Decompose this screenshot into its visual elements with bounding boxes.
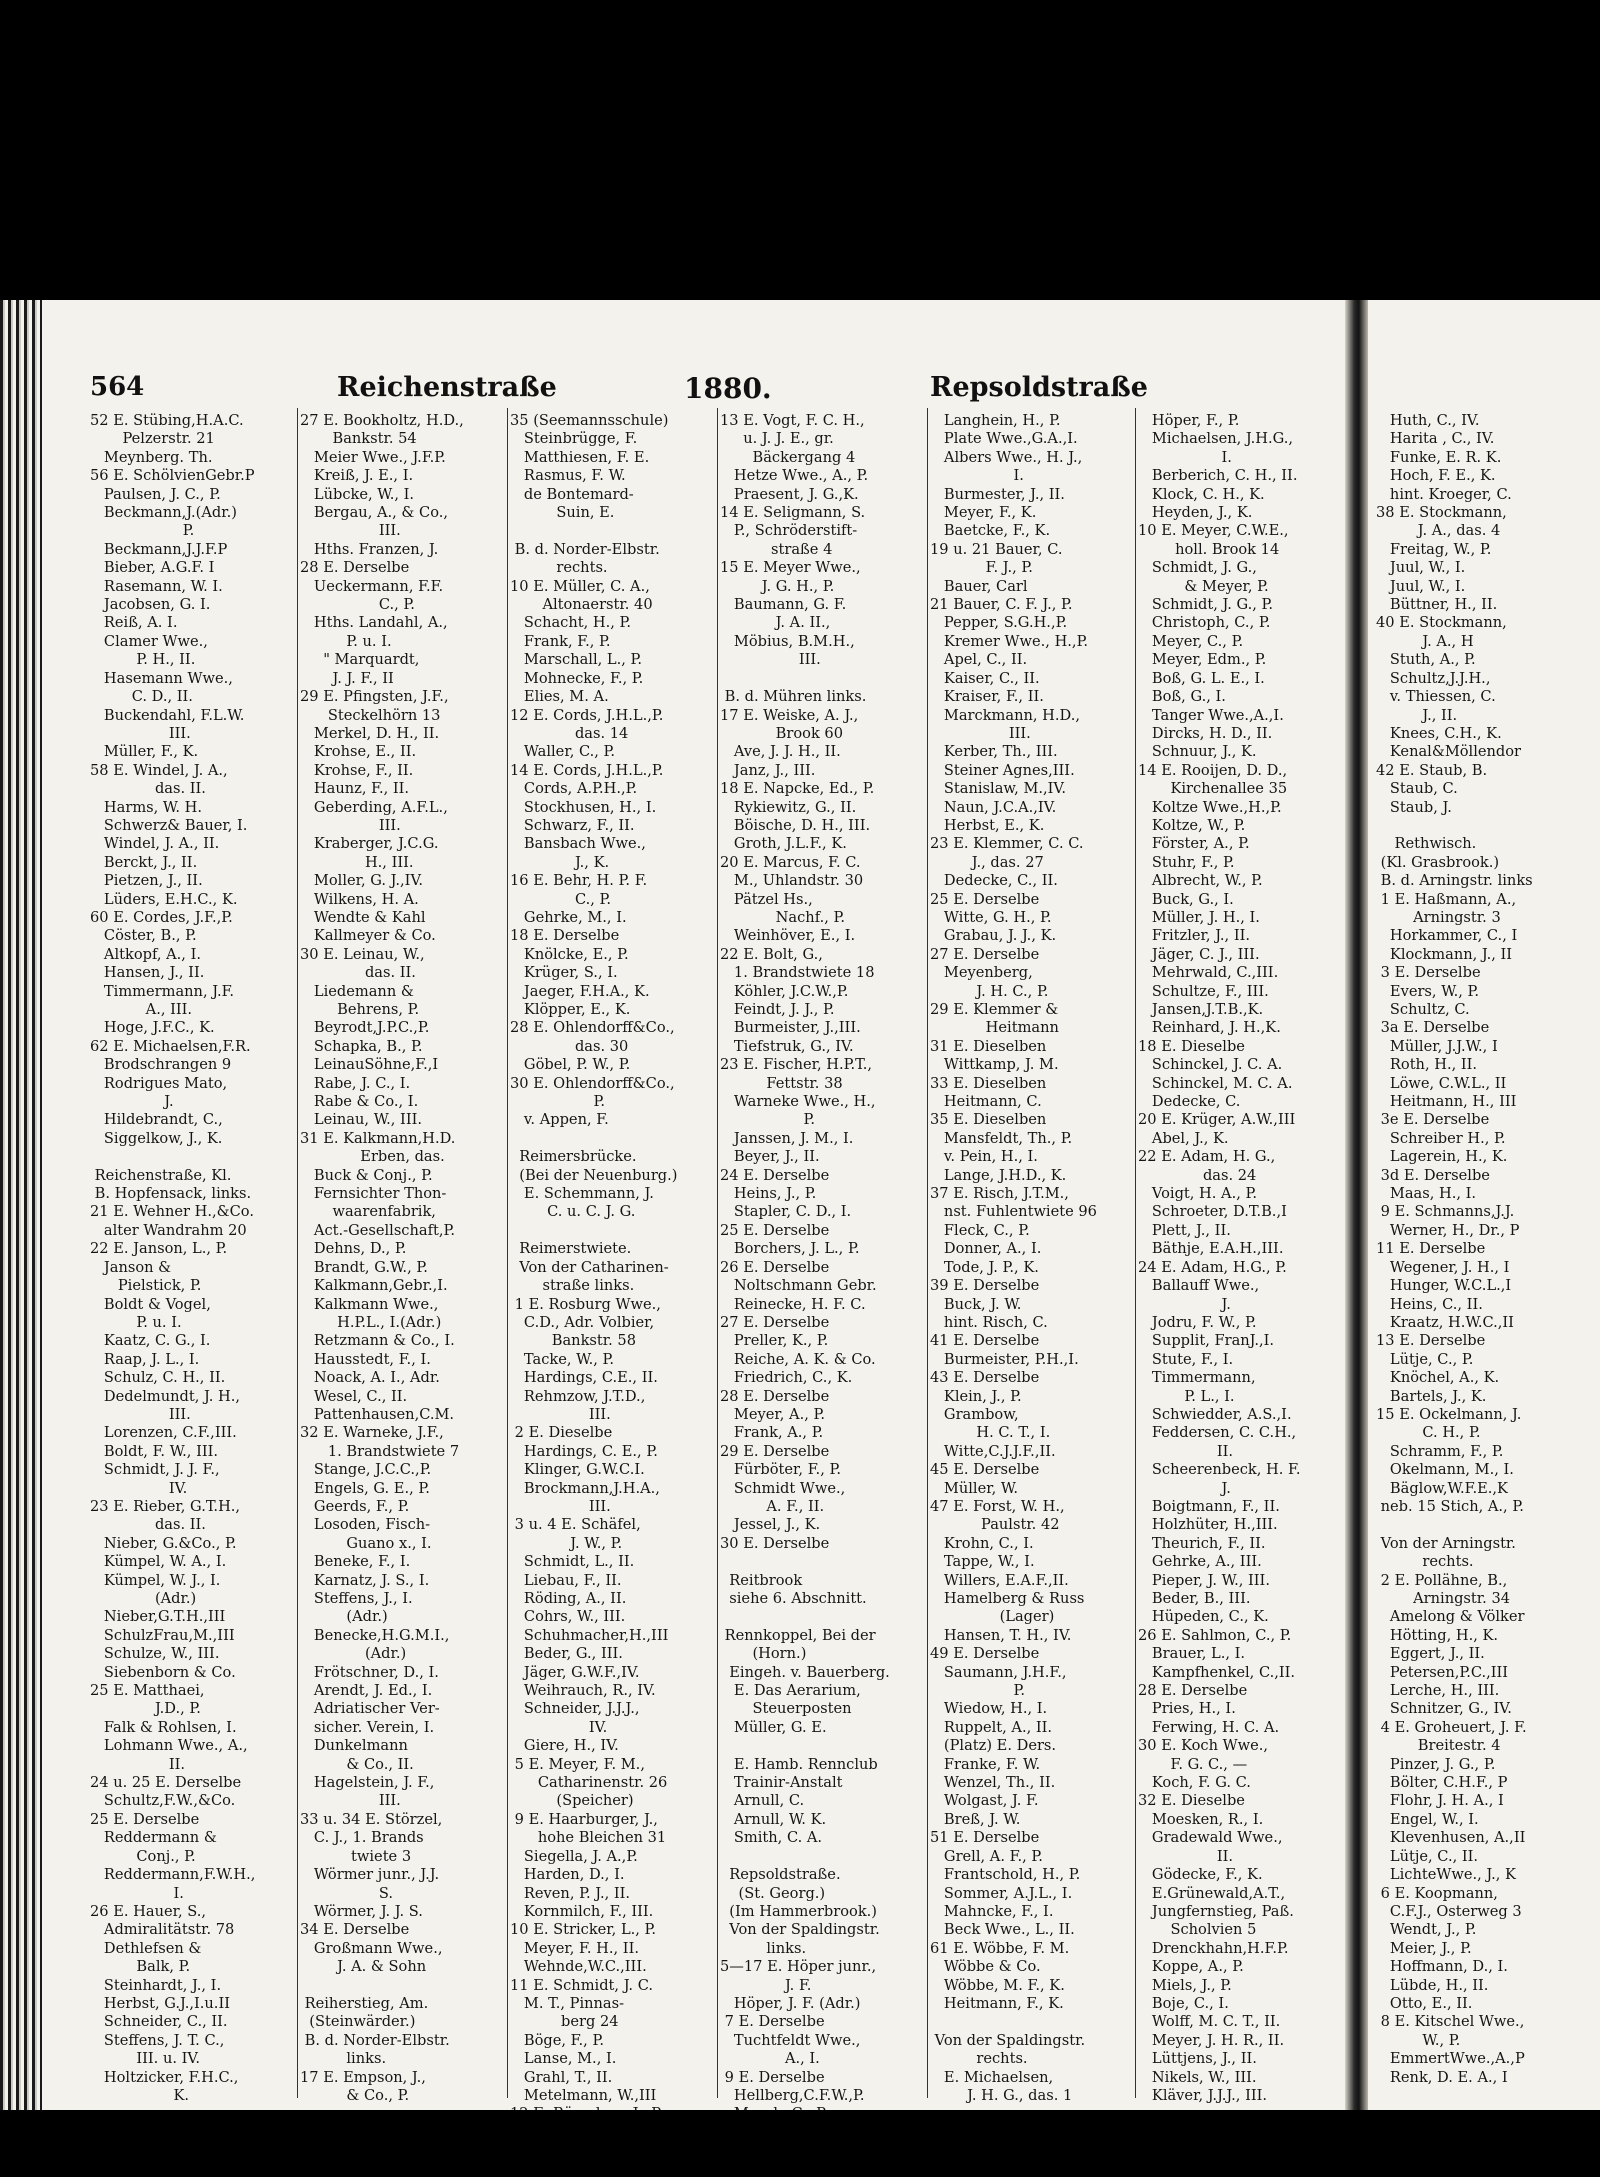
column-6: Höper, F., P. Michaelsen, J.H.G., I. Berberich, C. H., II. Klock, C. H., K. Heyden, J., K. 10 E. Meyer, C.W.E., holl. Brook 14 Schmidt, J. G., & Meyer, P. Schmidt, J. G., P. Christoph, C., P. Meyer, C., P. Meyer, Edm., P. Boß, G. L. E., I. Boß, G., I. Tanger Wwe.,A.,I. Dircks, H. D., II. Schnuur, J., K. 14 E. Rooijen, D. D., Kirchenallee 35 Koltze Wwe.,H.,P. Koltze, W., P. Förster, A., P. Stuhr, F., P. Albrecht, W., P. Buck, G., I. Müller, J. H., I. Fritzler, J., II. Jäger, C. J., III. Mehrwald, C.,III. Schultze, F., III. Jansen,J.T.B.,K. Reinhard, J. H.,K. 18 E. Dieselbe Schinckel, J. C. A. Schinckel, M. C. A. Dedecke, C. 20 E. Krüger, A.W.,III Abel, J., K. 22 E. Adam, H. G., das. 24 Voigt, H. A., P. Schroeter, D.T.B.,I Plett, J., II. Bäthje, E.A.H.,III. 24 E. Adam, H.G., P. Ballauff Wwe., J. Jodru, F. W., P. Supplit, FranJ.,I. Stute, F., I. Timmermann, P. L., I. Schwiedder, A.S.,I. Feddersen, C. C.H., II. Scheerenbeck, H. F. J. Boigtmann, F., II. Holzhüter, H.,III. Theurich, F., II. Gehrke, A., III. Pieper, J. W., III. Beder, B., III. Hüpeden, C., K. 26 E. Sahlmon, C., P. Brauer, L., I. Kampfhenkel, C.,II. 28 E. Derselbe Pries, H., I. Ferwing, H. C. A. 30 E. Koch Wwe., F. G. C., — Koch, F. G. C. 32 E. Dieselbe Moesken, R., I. Gradewald Wwe., II. Gödecke, F., K. E.Grünewald,A.T., Jungfernstieg, Paß. Scholvien 5 Drenckhahn,H.F.P. Koppe, A., P. Miels, J., P. Boje, C., I. Wolff, M. C. T., II. Meyer, J. H. R., II. Lüttjens, J., II. Nikels, W., III. Kläver, J.J.J., III.	[1138, 412, 1301, 2104]
column-rule	[507, 408, 508, 2098]
column-5: Langhein, H., P. Plate Wwe.,G.A.,I. Albers Wwe., H. J., I. Burmester, J., II. Meyer, F., K. Baetcke, F., K. 19 u. 21 Bauer, C. F. J., P. Bauer, Carl 21 Bauer, C. F. J., P. Pepper, S.G.H.,P. Kremer Wwe., H.,P. Apel, C., II. Kaiser, C., II. Kraiser, F., II. Marckmann, H.D., III. Kerber, Th., III. Steiner Agnes,III. Stanislaw, M.,IV. Naun, J.C.A.,IV. Herbst, E., K. 23 E. Klemmer, C. C. J., das. 27 Dedecke, C., II. 25 E. Derselbe Witte, G. H., P. Grabau, J. J., K. 27 E. Derselbe Meyenberg, J. H. C., P. 29 E. Klemmer & Heitmann 31 E. Dieselben Wittkamp, J. M. 33 E. Dieselben Heitmann, C. 35 E. Dieselben Mansfeldt, Th., P. v. Pein, H., I. Lange, J.H.D., K. 37 E. Risch, J.T.M., nst. Fuhlentwiete 96 Fleck, C., P. Donner, A., I. Tode, J. P., K. 39 E. Derselbe Buck, J. W. hint. Risch, C. 41 E. Derselbe Burmeister, P.H.,I. 43 E. Derselbe Klein, J., P. Grambow, H. C. T., I. Witte,C.J.J.F.,II. 45 E. Derselbe Müller, W. 47 E. Forst, W. H., Paulstr. 42 Krohn, C., I. Tappe, W., I. Willers, E.A.F.,II. Hamelberg & Russ (Lager) Hansen, T. H., IV. 49 E. Derselbe Saumann, J.H.F., P. Wiedow, H., I. Ruppelt, A., II. (Platz) E. Ders. Franke, F. W. Wenzel, Th., II. Wolgast, J. F. Breß, J. W. 51 E. Derselbe Grell, A. F., P. Frantschold, H., P. Sommer, A.J.L., I. Mahncke, F., I. Beck Wwe., L., II. 61 E. Wöbbe, F. M. Wöbbe & Co. Wöbbe, M. F., K. Heitmann, F., K. Von der Spaldingstr. rechts. E. Michaelsen, J. H. G., das. 1	[930, 412, 1097, 2104]
column-2: 27 E. Bookholtz, H.D., Bankstr. 54 Meier Wwe., J.F.P. Kreiß, J. E., I. Lübcke, W., I. Bergau, A., & Co., III. Hths. Franzen, J. 28 E. Derselbe Ueckermann, F.F. C., P. Hths. Landahl, A., P. u. I. " Marquardt, J. J. F., II 29 E. Pfingsten, J.F., Steckelhörn 13 Merkel, D. H., II. Krohse, E., II. Krohse, F., II. Haunz, F., II. Geberding, A.F.L., III. Kraberger, J.C.G. H., III. Moller, G. J.,IV. Wilkens, H. A. Wendte & Kahl Kallmeyer & Co. 30 E. Leinau, W., das. II. Liedemann & Behrens, P. Beyrodt,J.P.C.,P. Schapka, B., P. LeinauSöhne,F.,I Rabe, J. C., I. Rabe & Co., I. Leinau, W., III. 31 E. Kalkmann,H.D. Erben, das. Buck & Conj., P. Fernsichter Thon- waarenfabrik, Act.-Gesellschaft,P. Dehns, D., P. Brandt, G.W., P. Kalkmann,Gebr.,I. Kalkmann Wwe., H.P.L., I.(Adr.) Retzmann & Co., I. Hausstedt, F., I. Noack, A. I., Adr. Wesel, C., II. Pattenhausen,C.M. 32 E. Warneke, J.F., 1. Brandstwiete 7 Stange, J.C.C.,P. Engels, G. E., P. Geerds, F., P. Losoden, Fisch- Guano x., I. Beneke, F., I. Karnatz, J. S., I. Steffens, J., I. (Adr.) Benecke,H.G.M.I., (Adr.) Frötschner, D., I. Arendt, J. Ed., I. Adriatischer Ver- sicher. Verein, I. Dunkelmann & Co., II. Hagelstein, J. F., III. 33 u. 34 E. Störzel, C. J., 1. Brands twiete 3 Wörmer junr., J.J. S. Wörmer, J. J. S. 34 E. Derselbe Großmann Wwe., J. A. & Sohn Reiherstieg, Am. (Steinwärder.) B. d. Norder-Elbstr. links. 17 E. Empson, J., & Co., P.	[300, 412, 464, 2104]
year-title: 1880.	[684, 372, 772, 405]
column-rule	[1135, 408, 1136, 2098]
page-header	[42, 372, 1148, 406]
column-rule	[927, 408, 928, 2098]
column-4: 13 E. Vogt, F. C. H., u. J. J. E., gr. Bäckergang 4 Hetze Wwe., A., P. Praesent, J. G.,K. 14 E. Seligmann, S. P., Schröderstift- straße 4 15 E. Meyer Wwe., J. G. H., P. Baumann, G. F. J. A. II., Möbius, B.M.H., III. B. d. Mühren links. 17 E. Weiske, A. J., Brook 60 Ave, J. J. H., II. Janz, J., III. 18 E. Napcke, Ed., P. Rykiewitz, G., II. Böische, D. H., III. Groth, J.L.F., K. 20 E. Marcus, F. C. M., Uhlandstr. 30 Pätzel Hs., Nachf., P. Weinhöver, E., I. 22 E. Bolt, G., 1. Brandstwiete 18 Köhler, J.C.W.,P. Feindt, J. J., P. Burmeister, J.,III. Tiefstruk, G., IV. 23 E. Fischer, H.P.T., Fettstr. 38 Warneke Wwe., H., P. Janssen, J. M., I. Beyer, J., II. 24 E. Derselbe Heins, J., P. Stapler, C. D., I. 25 E. Derselbe Borchers, J. L., P. 26 E. Derselbe Noltschmann Gebr. Reinecke, H. F. C. 27 E. Derselbe Preller, K., P. Reiche, A. K. & Co. Friedrich, C., K. 28 E. Derselbe Meyer, A., P. Frank, A., P. 29 E. Derselbe Fürböter, F., P. Schmidt Wwe., A. F., II. Jessel, J., K. 30 E. Derselbe Reitbrook siehe 6. Abschnitt. Rennkoppel, Bei der (Horn.) Eingeh. v. Bauerberg. E. Das Aerarium, Steuerposten Müller, G. E. E. Hamb. Rennclub Trainir-Anstalt Arnull, C. Arnull, W. K. Smith, C. A. Repsoldstraße. (St. Georg.) (Im Hammerbrook.) Von der Spaldingstr. links. 5—17 E. Höper junr., J. F. Höper, J. F. (Adr.) 7 E. Derselbe Tuchtfeldt Wwe., A., I. 9 E. Derselbe Hellberg,C.F.W.,P.	[720, 412, 890, 2104]
directory-page	[42, 300, 1345, 2110]
page-number: 564	[90, 372, 145, 402]
column-7: Huth, C., IV. Harita , C., IV. Funke, E. R. K. Hoch, F. E., K. hint. Kroeger, C. 38 E. Stockmann, J. A., das. 4 Freitag, W., P. Juul, W., I. Juul, W., I. Büttner, H., II. 40 E. Stockmann, J. A., H Stuth, A., P. Schultz,J.J.H., v. Thiessen, C. J., II. Knees, C.H., K. Kenal&Möllendor 42 E. Staub, B. Staub, C. Staub, J. Rethwisch. (Kl. Grasbrook.) B. d. Arningstr. links 1 E. Haßmann, A., Arningstr. 3 Horkammer, C., I Klockmann, J., II 3 E. Derselbe Evers, W., P. Schultz, C. 3a E. Derselbe Müller, J.J.W., I Roth, H., II. Löwe, C.W.L., II Heitmann, H., III 3e E. Derselbe Schreiber H., P. Lagerein, H., K. 3d E. Derselbe Maas, H., I. 9 E. Schmanns,J.J. Werner, H., Dr., P 11 E. Derselbe Wegener, J. H., I Hunger, W.C.L.,I Heins, C., II. Kraatz, H.W.C.,II 13 E. Derselbe Lütje, C., P. Knöchel, A., K. Bartels, J., K. 15 E. Ockelmann, J. C. H., P. Schramm, F., P. Okelmann, M., I. Bäglow,W.F.E.,K neb. 15 Stich, A., P. Von der Arningstr. rechts. 2 E. Pollähne, B., Arningstr. 34 Amelong & Völker Hötting, H., K. Eggert, J., II. Petersen,P.C.,III Lerche, H., III. Schnitzer, G., IV. 4 E. Groheuert, J. F. Breitestr. 4 Pinzer, J. G., P. Bölter, C.H.F., P Flohr, J. H. A., I Engel, W., I. Klevenhusen, A.,II Lütje, C., II. LichteWwe., J., K 6 E. Koopmann, C.F.J., Osterweg 3 Wendt, J., P. Meier, J., P. Hoffmann, D., I. Lübde, H., II. Otto, E., II. 8 E. Kitschel Wwe., W., P. EmmertWwe.,A.,P Renk, D. E. A., I	[1376, 412, 1533, 2086]
book-gutter	[1345, 300, 1368, 2110]
right-running-title: Repsoldstraße	[930, 372, 1148, 403]
scan-border	[0, 2110, 1600, 2177]
column-rule	[297, 408, 298, 2098]
book-edge	[0, 300, 42, 2120]
column-3: 35 (Seemannsschule) Steinbrügge, F. Matthiesen, F. E. Rasmus, F. W. de Bontemard- Suin, E. B. d. Norder-Elbstr. rechts. 10 E. Müller, C. A., Altonaerstr. 40 Schacht, H., P. Frank, F., P. Marschall, L., P. Mohnecke, F., P. Elies, M. A. 12 E. Cords, J.H.L.,P. das. 14 Waller, C., P. 14 E. Cords, J.H.L.,P. Cords, A.P.H.,P. Stockhusen, H., I. Schwarz, F., II. Bansbach Wwe., J., K. 16 E. Behr, H. P. F. C., P. Gehrke, M., I. 18 E. Derselbe Knölcke, E., P. Krüger, S., I. Jaeger, F.H.A., K. Klöpper, E., K. 28 E. Ohlendorff&Co., das. 30 Göbel, P. W., P. 30 E. Ohlendorff&Co., P. v. Appen, F. Reimersbrücke. (Bei der Neuenburg.) E. Schemmann, J. C. u. C. J. G. Reimerstwiete. Von der Catharinen- straße links. 1 E. Rosburg Wwe., C.D., Adr. Volbier, Bankstr. 58 Tacke, W., P. Hardings, C.E., II. Rehmzow, J.T.D., III. 2 E. Dieselbe Hardings, C. E., P. Klinger, G.W.C.I. Brockmann,J.H.A., III. 3 u. 4 E. Schäfel, J. W., P. Schmidt, L., II. Liebau, F., II. Röding, A., II. Cohrs, W., III. Schuhmacher,H.,III Beder, G., III. Jäger, G.W.F.,IV. Weihrauch, R., IV. Schneider, J.J.J., IV. Giere, H., IV. 5 E. Meyer, F. M., Catharinenstr. 26 (Speicher) 9 E. Haarburger, J., hohe Bleichen 31 Siegella, J. A.,P. Harden, D., I. Reven, P. J., II. Kornmilch, F., III. 10 E. Stricker, L., P. Meyer, F. H., II. Wehnde,W.C.,III. 11 E. Schmidt, J. C. M. T., Pinnas- berg 24 Böge, F., P. Lanse, M., I. Grahl, T., II. Metelmann, W.,III	[510, 412, 678, 2104]
column-rule	[717, 408, 718, 2098]
column-1: 52 E. Stübing,H.A.C. Pelzerstr. 21 Meynberg. Th. 56 E. SchölvienGebr.P Paulsen, J. C., P. Beckmann,J.(Adr.) P. Beckmann,J.J.F.P Bieber, A.G.F. I Rasemann, W. I. Jacobsen, G. I. Reiß, A. I. Clamer Wwe., P. H., II. Hasemann Wwe., C. D., II. Buckendahl, F.L.W. III. Müller, F., K. 58 E. Windel, J. A., das. II. Harms, W. H. Schwerz& Bauer, I. Windel, J. A., II. Berckt, J., II. Pietzen, J., II. Lüders, E.H.C., K. 60 E. Cordes, J.F.,P. Cöster, B., P. Altkopf, A., I. Hansen, J., II. Timmermann, J.F. A., III. Hoge, J.F.C., K. 62 E. Michaelsen,F.R. Brodschrangen 9 Rodrigues Mato, J. Hildebrandt, C., Siggelkow, J., K. Reichenstraße, Kl. B. Hopfensack, links. 21 E. Wehner H.,&Co. alter Wandrahm 20 22 E. Janson, L., P. Janson & Pielstick, P. Boldt & Vogel, P. u. I. Kaatz, C. G., I. Raap, J. L., I. Schulz, C. H., II. Dedelmundt, J. H., III. Lorenzen, C.F.,III. Boldt, F. W., III. Schmidt, J. J. F., IV. 23 E. Rieber, G.T.H., das. II. Nieber, G.&Co., P. Kümpel, W. A., I. Kümpel, W. J., I. (Adr.) Nieber,G.T.H.,III SchulzFrau,M.,III Schulze, W., III. Siebenborn & Co. 25 E. Matthaei, J.D., P. Falk & Rohlsen, I. Lohmann Wwe., A., II. 24 u. 25 E. Derselbe Schultz,F.W.,&Co. 25 E. Derselbe Reddermann & Conj., P. Reddermann,F.W.H., I. 26 E. Hauer, S., Admiralitätstr. 78 Dethlefsen & Balk, P. Steinhardt, J., I. Herbst, G.J.,I.u.II Schneider, C., II. Steffens, J. T. C., III. u. IV. Holtzicker, F.H.C., K.	[90, 412, 256, 2104]
facing-page	[1368, 300, 1600, 2110]
left-running-title: Reichenstraße	[337, 372, 557, 403]
